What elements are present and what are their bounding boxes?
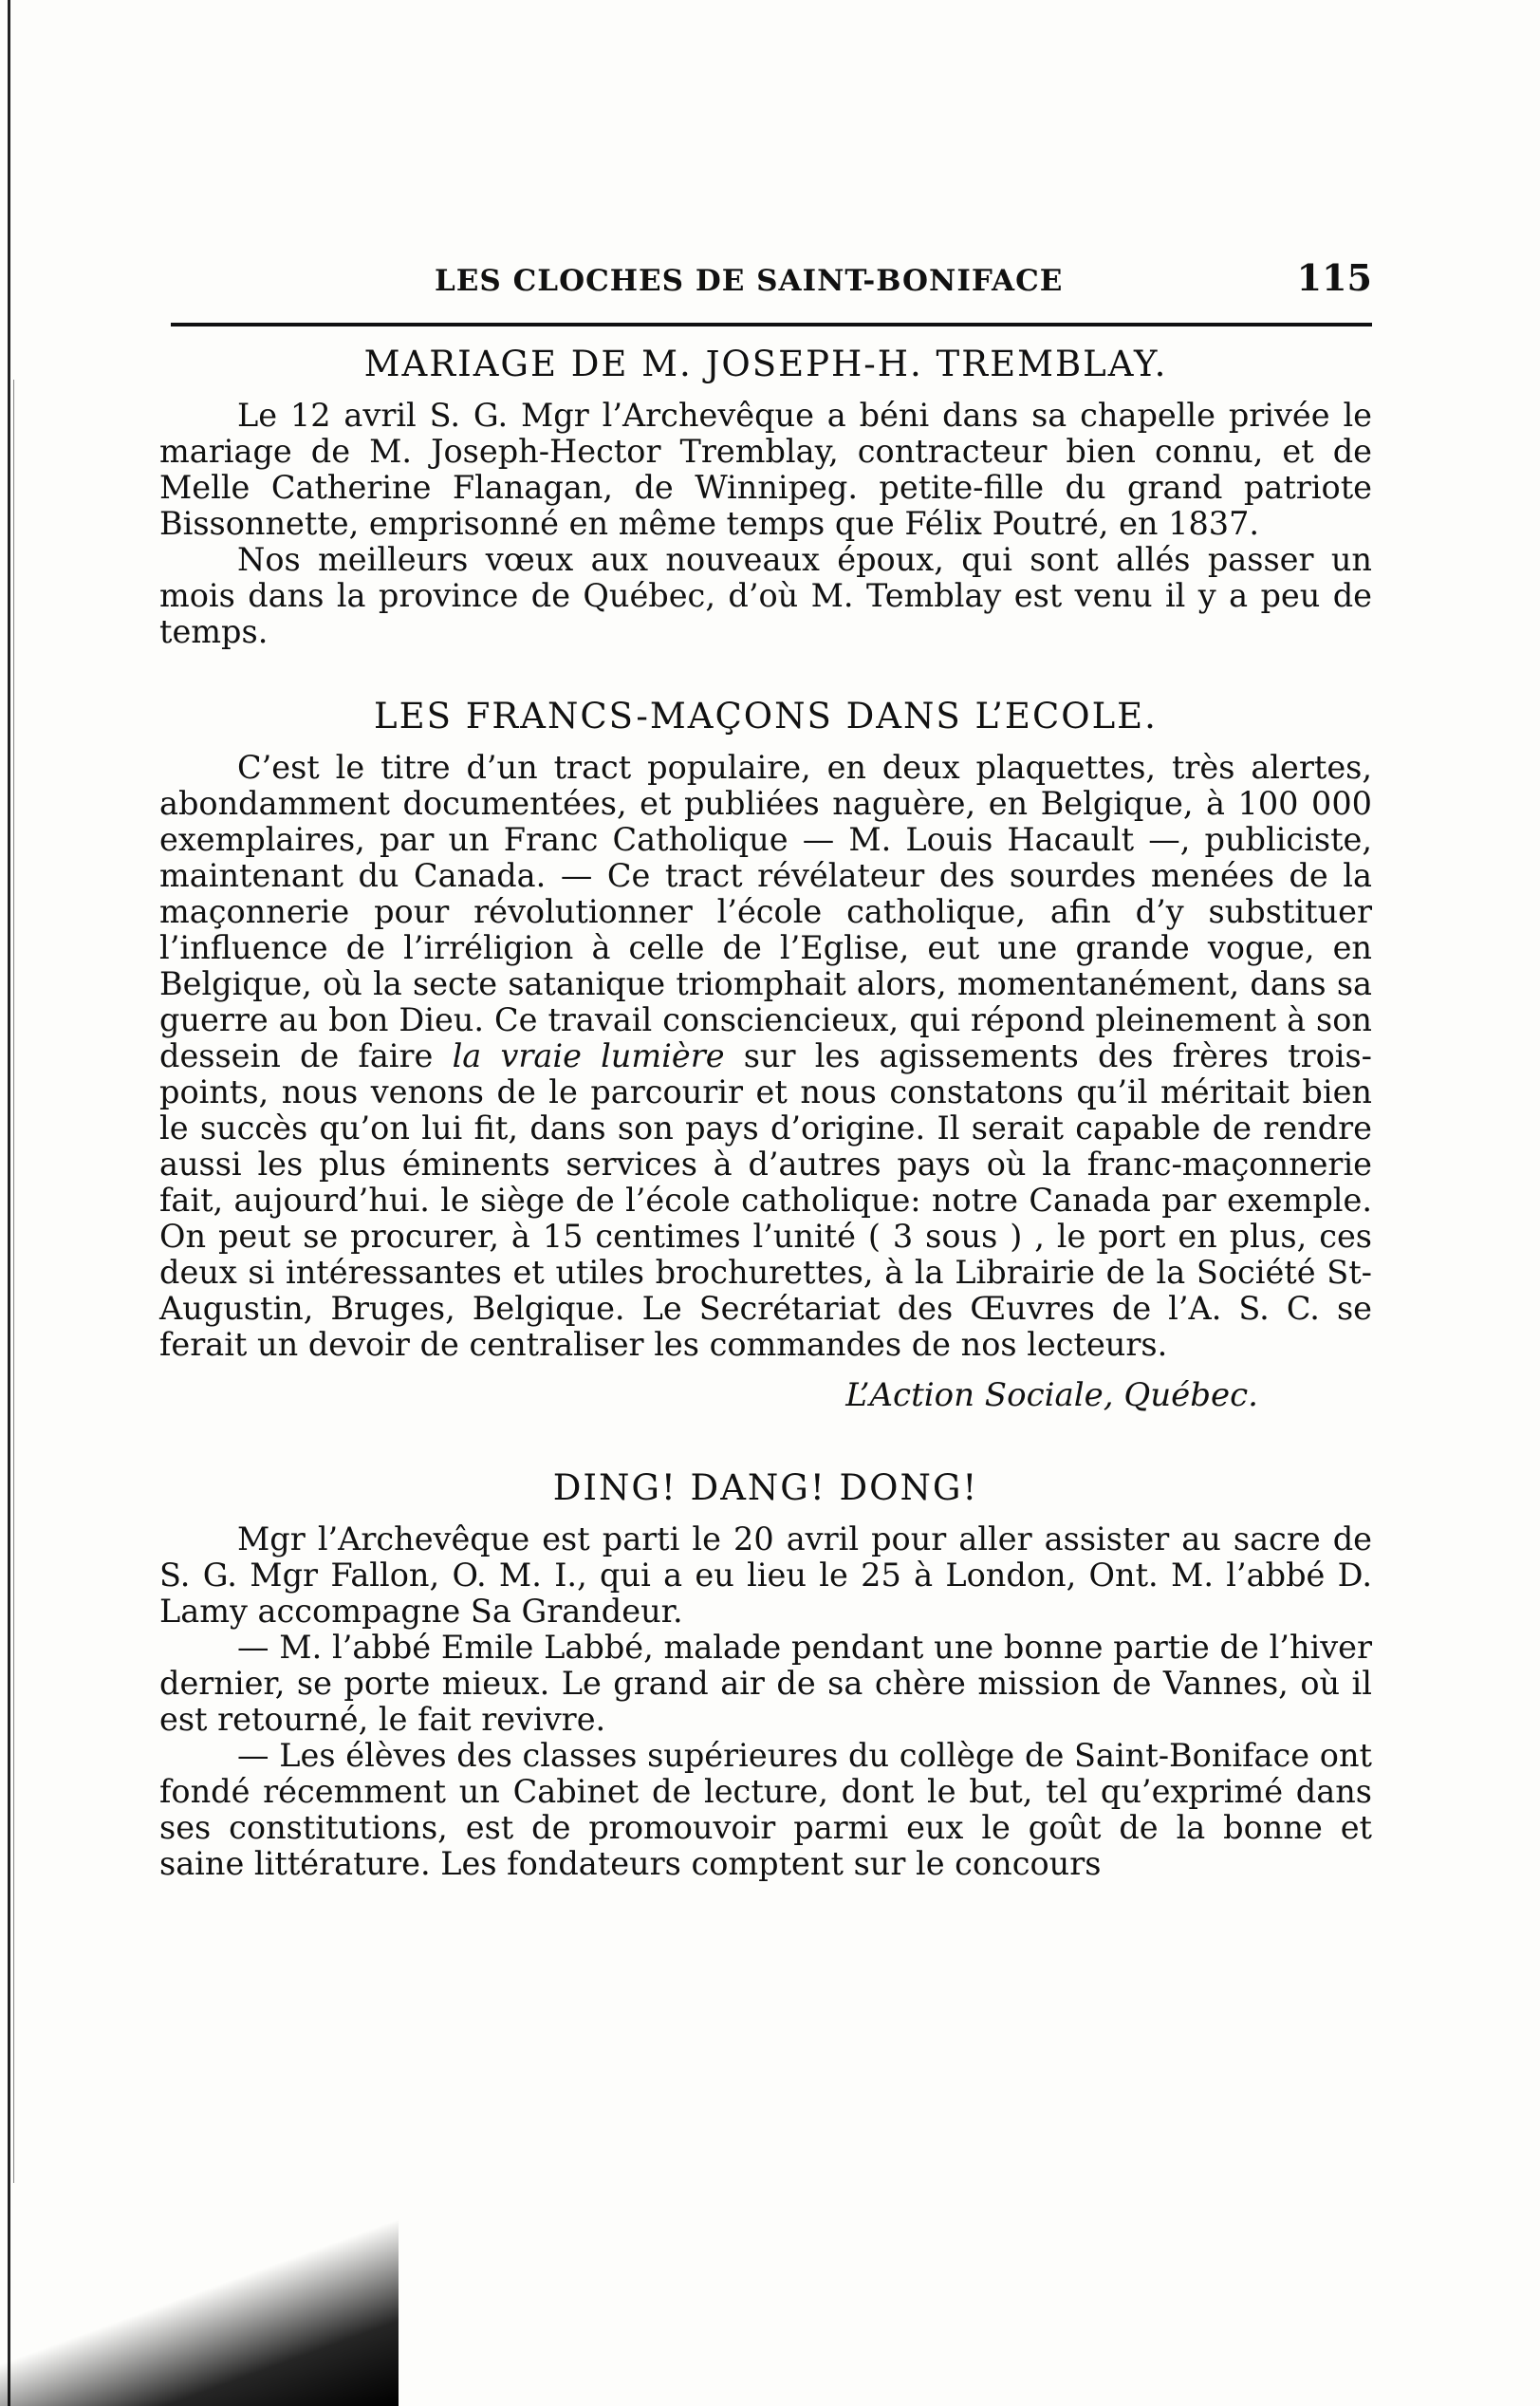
paragraph: — Les élèves des classes supérieures du collège de Saint-Boniface ont fondé récemment un Cabinet de lecture, dont le but, tel qu’exprimé dans ses constitutions, est de promouvoir parmi eux le goût de la bonne et saine littérature. Les fondateurs comptent sur le concours <box>159 1737 1372 1882</box>
section-title: DING! DANG! DONG! <box>552 1467 979 1508</box>
page-number: 115 <box>1296 256 1372 299</box>
binding-edge <box>8 0 10 2406</box>
paragraph-text: C’est le titre d’un tract populaire, en deux plaquettes, très alertes, abondamment documentées, et publiées naguère, en Belgique, à 100 000 exemplaires, par un Franc Catholique — M. Louis Hacault —, publiciste, maintenant du Canada. — Ce tract révélateur des sourdes menées de la maçonnerie pour révolutionner l’école catholique, afin d’y substituer l’influence de l’irréligion à celle de l’Eglise, eut une grande vogue, en Belgique, où la secte satanique triomphait alors, momentanément, dans sa guerre au bon Dieu. Ce travail consciencieux, qui répond pleinement à son dessein de faire <box>159 749 1372 1074</box>
paragraph-text: sur les agissements des frères trois-points, nous venons de le parcourir et nous constatons qu’il méritait bien le succès qu’on lui fit, dans son pays d’origine. Il serait capable de rendre aussi les plus éminents services à d’autres pays où la franc-maçonnerie fait, aujourd’hui. le siège de l’école catholique: notre Canada par exemple. On peut se procurer, à 15 centimes l’unité ( 3 sous ) , le port en plus, ces deux si intéressantes et utiles brochurettes, à la Librairie de la Société St-Augustin, Bruges, Belgique. Le Secrétariat des Œuvres de l’A. S. C. se ferait un devoir de centraliser les commandes de nos lecteurs. <box>159 1037 1372 1363</box>
paragraph: Mgr l’Archevêque est parti le 20 avril pour aller assister au sacre de S. G. Mgr Fallon, O. M. I., qui a eu lieu le 25 à London, Ont. M. l’abbé D. Lamy accompagne Sa Grandeur. <box>159 1520 1372 1630</box>
section-title: LES FRANCS-MAÇONS DANS L’ECOLE. <box>374 696 1158 737</box>
italic-phrase: la vraie lumière <box>452 1037 725 1074</box>
paragraph: Le 12 avril S. G. Mgr l’Archevêque a béni dans sa chapelle privée le mariage de M. Joseph-Hector Tremblay, contracteur bien connu, et de Melle Catherine Flanagan, de Winnipeg. petite-fille du grand patriote Bissonnette, emprisonné en même temps que Félix Poutré, en 1837. <box>159 397 1372 542</box>
source-signature: L’Action Sociale, Québec. <box>845 1376 1258 1414</box>
paragraph: — M. l’abbé Emile Labbé, malade pendant une bonne partie de l’hiver dernier, se porte mieux. Le grand air de sa chère mission de Vannes, où il est retourné, le fait revivre. <box>159 1629 1372 1738</box>
section-title: MARIAGE DE M. JOSEPH-H. TREMBLAY. <box>363 344 1168 384</box>
paragraph: Nos meilleurs vœux aux nouveaux époux, qui sont allés passer un mois dans la province de Québec, d’où M. Temblay est venu il y a peu de temps. <box>159 541 1372 650</box>
paragraph <box>159 750 1372 1363</box>
section-mariage <box>159 344 1372 650</box>
running-title: LES CLOCHES DE SAINT-BONIFACE <box>435 264 1064 298</box>
scan-corner-shadow <box>0 2211 399 2406</box>
running-head <box>159 256 1372 304</box>
binding-edge-line <box>13 380 14 2183</box>
section-francs-macons <box>159 696 1372 1414</box>
page-content <box>159 256 1372 1882</box>
header-rule <box>171 323 1372 326</box>
section-ding-dang-dong <box>159 1467 1372 1882</box>
